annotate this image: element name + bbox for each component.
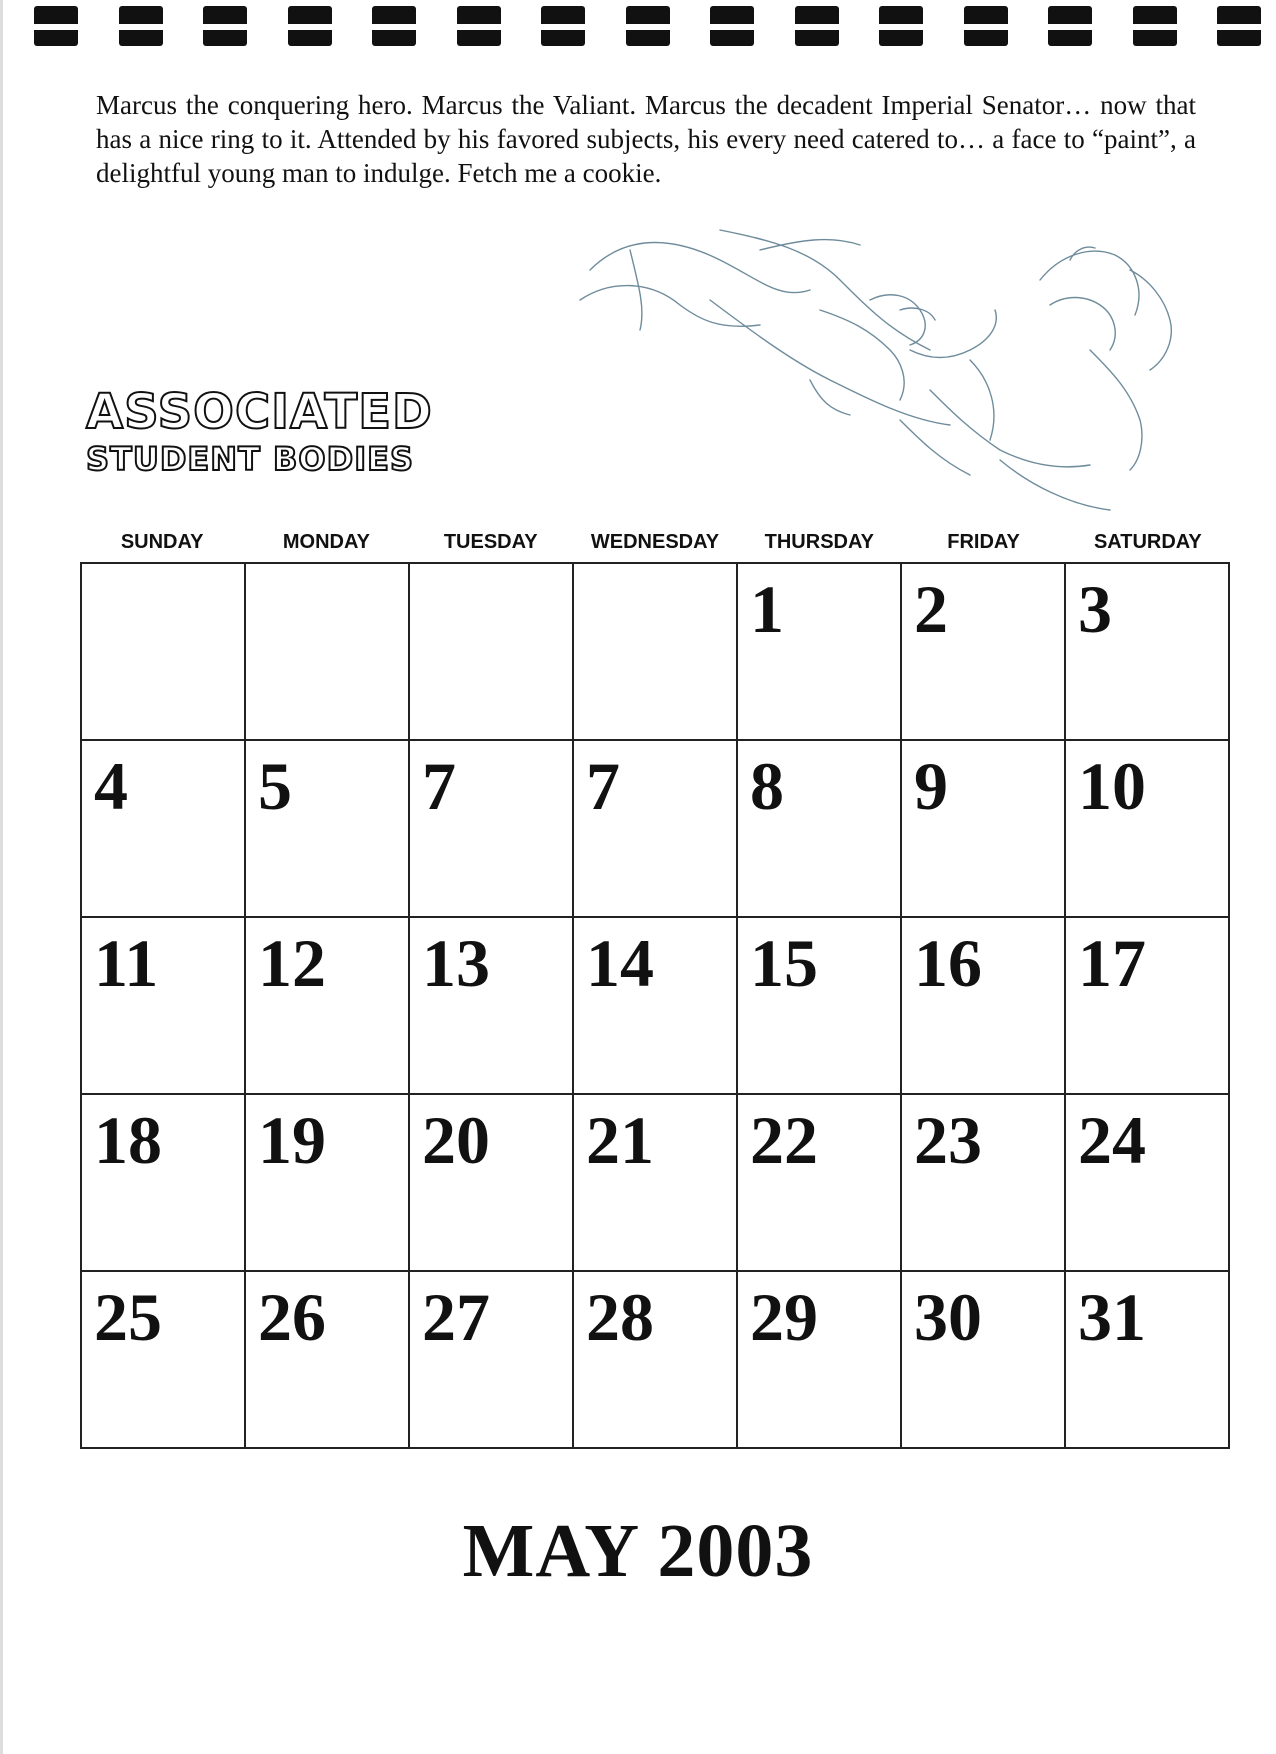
month-title: MAY 2003 [462, 1509, 814, 1593]
day-number: 23 [914, 1102, 982, 1178]
day-cell [246, 741, 410, 918]
binding-ring [288, 6, 332, 46]
sketch-stroke [930, 390, 1090, 467]
day-cell [82, 741, 246, 918]
day-number: 3 [1078, 571, 1112, 647]
weekday-friday: FRIDAY [947, 531, 1020, 553]
weekday-thursday: THURSDAY [764, 531, 874, 553]
sketch-stroke [760, 240, 860, 250]
day-cell [246, 1095, 410, 1272]
day-number: 26 [258, 1279, 326, 1355]
sketch-stroke [1050, 298, 1115, 351]
binding-ring [879, 6, 923, 46]
associated-student-bodies-logo [86, 384, 486, 478]
day-cell [738, 741, 902, 918]
sketch-stroke [1090, 350, 1142, 470]
weekday-header-row [80, 522, 1230, 562]
day-cell [1066, 564, 1230, 741]
day-number: 30 [914, 1279, 982, 1355]
day-cell [246, 1272, 410, 1449]
day-number: 27 [422, 1279, 490, 1355]
day-number: 1 [750, 571, 784, 647]
binding-ring [964, 6, 1008, 46]
day-cell [1066, 741, 1230, 918]
logo-line-1: ASSOCIATED [86, 384, 433, 440]
day-cell [574, 564, 738, 741]
day-number: 28 [586, 1279, 654, 1355]
day-number: 5 [258, 748, 292, 824]
sketch-stroke [1130, 270, 1171, 370]
day-cell [246, 564, 410, 741]
day-cell [902, 1095, 1066, 1272]
binding-ring [203, 6, 247, 46]
sketch-stroke [900, 308, 935, 320]
day-cell [1066, 1095, 1230, 1272]
day-cell [738, 1272, 902, 1449]
day-number: 14 [586, 925, 654, 1001]
day-grid [80, 562, 1230, 1449]
weekday-monday: MONDAY [282, 531, 370, 553]
weekday-wednesday: WEDNESDAY [590, 531, 720, 553]
sketch-stroke [1070, 247, 1095, 260]
sketch-stroke [1040, 251, 1139, 315]
month-calendar [80, 522, 1230, 1449]
day-cell [246, 918, 410, 1095]
day-number: 22 [750, 1102, 818, 1178]
day-cell [902, 1272, 1066, 1449]
day-number: 13 [422, 925, 490, 1001]
day-number: 21 [586, 1102, 654, 1178]
day-cell [82, 564, 246, 741]
binding-ring [1048, 6, 1092, 46]
binding-ring [1217, 6, 1261, 46]
spiral-binding [0, 0, 1276, 60]
sketch-stroke [870, 295, 925, 345]
day-cell [1066, 918, 1230, 1095]
day-cell [410, 918, 574, 1095]
sketch-stroke [1000, 460, 1110, 510]
day-number: 18 [94, 1102, 162, 1178]
page-edge [0, 0, 3, 1754]
day-number: 8 [750, 748, 784, 824]
weekday-saturday: SATURDAY [1093, 531, 1202, 553]
day-cell [410, 1095, 574, 1272]
day-number: 25 [94, 1279, 162, 1355]
weekday-sunday: SUNDAY [120, 531, 204, 553]
binding-ring [34, 6, 78, 46]
sketch-stroke [810, 380, 850, 415]
sketch-illustration [570, 210, 1220, 530]
sketch-stroke [900, 420, 970, 475]
sketch-stroke [970, 360, 994, 440]
binding-ring [1133, 6, 1177, 46]
binding-ring [710, 6, 754, 46]
day-cell [82, 918, 246, 1095]
sketch-stroke [720, 230, 930, 350]
day-number: 12 [258, 925, 326, 1001]
day-cell [410, 741, 574, 918]
sketch-stroke [630, 250, 642, 330]
day-number: 29 [750, 1279, 818, 1355]
day-cell [902, 564, 1066, 741]
day-number: 15 [750, 925, 818, 1001]
day-number: 19 [258, 1102, 326, 1178]
day-number: 7 [422, 748, 456, 824]
logo-line-2: STUDENT BODIES [86, 440, 414, 478]
day-number: 10 [1078, 748, 1146, 824]
day-cell [82, 1095, 246, 1272]
intro-text: Marcus the conquering hero. Marcus the Valiant. Marcus the decadent Imperial Senator… now that has a nice ring to it. Attended by his favored subjects, his every need catered to… a face to “paint”, a delightful young man to indulge. Fetch me a cookie. [96, 90, 1196, 188]
day-cell [410, 1272, 574, 1449]
day-number: 9 [914, 748, 948, 824]
day-cell [738, 564, 902, 741]
binding-ring [119, 6, 163, 46]
binding-ring [457, 6, 501, 46]
day-cell [574, 1095, 738, 1272]
day-number: 16 [914, 925, 982, 1001]
day-number: 24 [1078, 1102, 1146, 1178]
day-cell [82, 1272, 246, 1449]
weekday-tuesday: TUESDAY [443, 531, 538, 553]
binding-ring [626, 6, 670, 46]
binding-ring [795, 6, 839, 46]
day-cell [574, 918, 738, 1095]
binding-ring [372, 6, 416, 46]
day-cell [574, 741, 738, 918]
day-number: 17 [1078, 925, 1146, 1001]
day-cell [738, 918, 902, 1095]
day-number: 20 [422, 1102, 490, 1178]
day-cell [1066, 1272, 1230, 1449]
day-cell [738, 1095, 902, 1272]
sketch-stroke [820, 310, 904, 400]
day-number: 2 [914, 571, 948, 647]
day-number: 31 [1078, 1279, 1146, 1355]
day-cell [902, 741, 1066, 918]
day-cell [410, 564, 574, 741]
day-number: 4 [94, 748, 128, 824]
day-cell [902, 918, 1066, 1095]
day-number: 7 [586, 748, 620, 824]
day-number: 11 [94, 925, 159, 1001]
binding-ring [541, 6, 585, 46]
day-cell [574, 1272, 738, 1449]
sketch-stroke [580, 286, 760, 327]
